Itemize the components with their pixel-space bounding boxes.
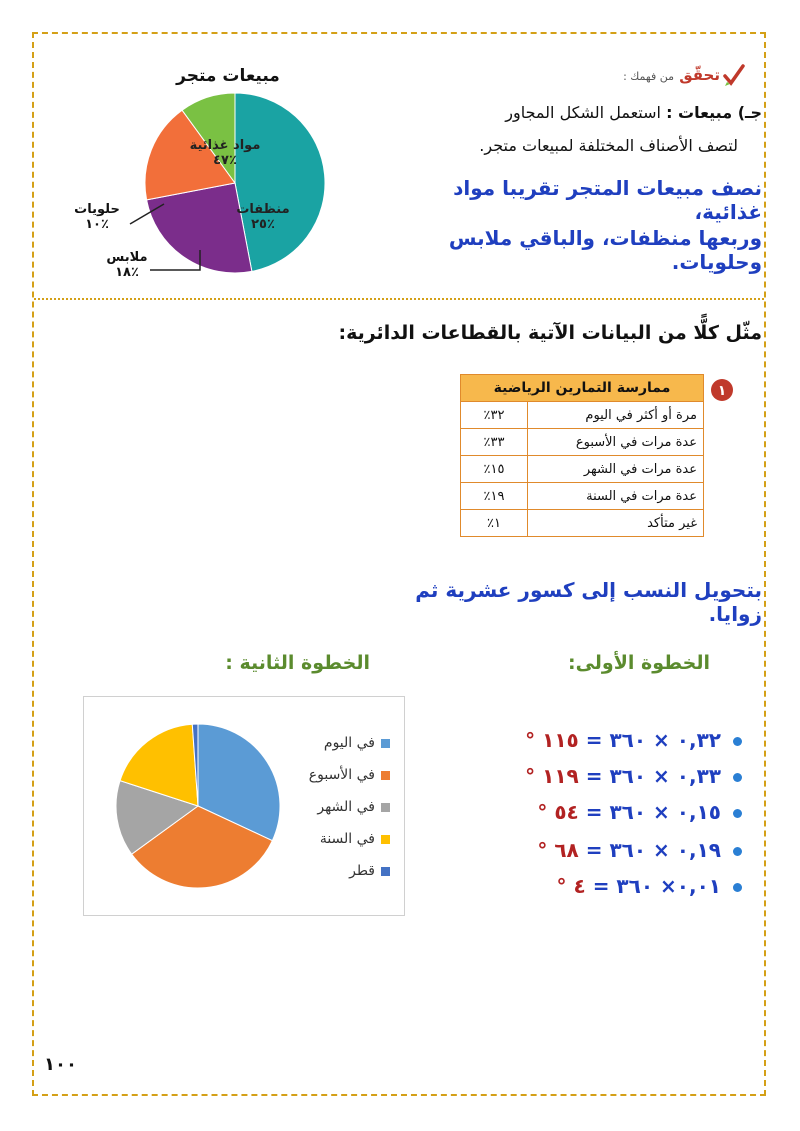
- exercise-pie-chart: [113, 716, 283, 896]
- pie1-label-food: مواد غذائية ٤٧٪: [189, 138, 261, 168]
- bullet-icon: [733, 773, 742, 782]
- table-row: عدة مرات في الأسبوع ٣٣٪: [461, 429, 704, 456]
- legend-item-month: في الشهر: [290, 799, 390, 815]
- bullet-icon: [733, 737, 742, 746]
- legend-item-week: في الأسبوع: [290, 767, 390, 783]
- conversion-text: بتحويل النسب إلى كسور عشرية ثم زوايا.: [415, 578, 762, 626]
- pie1-title: مبيعات متجر: [176, 66, 280, 86]
- table-row: مرة أو أكثر في اليوم ٣٢٪: [461, 402, 704, 429]
- bullet-icon: [733, 883, 742, 892]
- equation-4: ٠,١٩ × ٣٦٠ = ٦٨ °: [480, 838, 742, 862]
- question-text: استعمل الشكل المجاور: [505, 103, 661, 122]
- pie1-label-sweets: حلويات ١٠٪: [74, 202, 120, 232]
- answer-line-2: وربعها منظفات، والباقي ملابس وحلويات.: [448, 226, 762, 274]
- legend-item-year: في السنة: [290, 831, 390, 847]
- pie1-leader-lines: [0, 0, 800, 300]
- table-row: عدة مرات في السنة ١٩٪: [461, 483, 704, 510]
- svg-text:١: ١: [717, 383, 727, 399]
- question-line-2: لتصف الأصناف المختلفة لمبيعات متجر.: [479, 136, 738, 155]
- table-row: غير متأكد ١٪: [461, 510, 704, 537]
- equation-3: ٠,١٥ × ٣٦٠ = ٥٤ °: [480, 800, 742, 824]
- pie1-label-clothes: ملابس ١٨٪: [106, 250, 148, 280]
- check-heading: تحقّق من فهمك :: [623, 66, 720, 84]
- bullet-icon: [733, 847, 742, 856]
- step2-title: الخطوة الثانية :: [225, 652, 370, 674]
- equation-5: ٠,٠١× ٣٦٠ = ٤ °: [480, 874, 742, 898]
- table-row: عدة مرات في الشهر ١٥٪: [461, 456, 704, 483]
- pie1-label-cleaners: منظفات ٢٥٪: [236, 202, 290, 232]
- page-number: ١٠٠: [44, 1054, 77, 1075]
- table-title: ممارسة التمارين الرياضية: [461, 375, 704, 402]
- question-label: جـ) مبيعات :: [666, 103, 762, 122]
- exercise-table: [460, 374, 704, 537]
- answer-line-1: نصف مبيعات المتجر تقريبا مواد غذائية،: [453, 176, 762, 224]
- exercise-number-badge: [710, 378, 734, 402]
- legend-item-unsure: قطر: [290, 863, 390, 879]
- equation-1: ٠,٣٢ × ٣٦٠ = ١١٥ °: [480, 728, 742, 752]
- equation-2: ٠,٣٣ × ٣٦٠ = ١١٩ °: [480, 764, 742, 788]
- exercise-instruction: مثّل كلًّا من البيانات الآتية بالقطاعات الدائرية:: [338, 322, 762, 344]
- bullet-icon: [733, 809, 742, 818]
- legend-item-day: في اليوم: [290, 735, 390, 751]
- step1-title: الخطوة الأولى:: [567, 652, 710, 674]
